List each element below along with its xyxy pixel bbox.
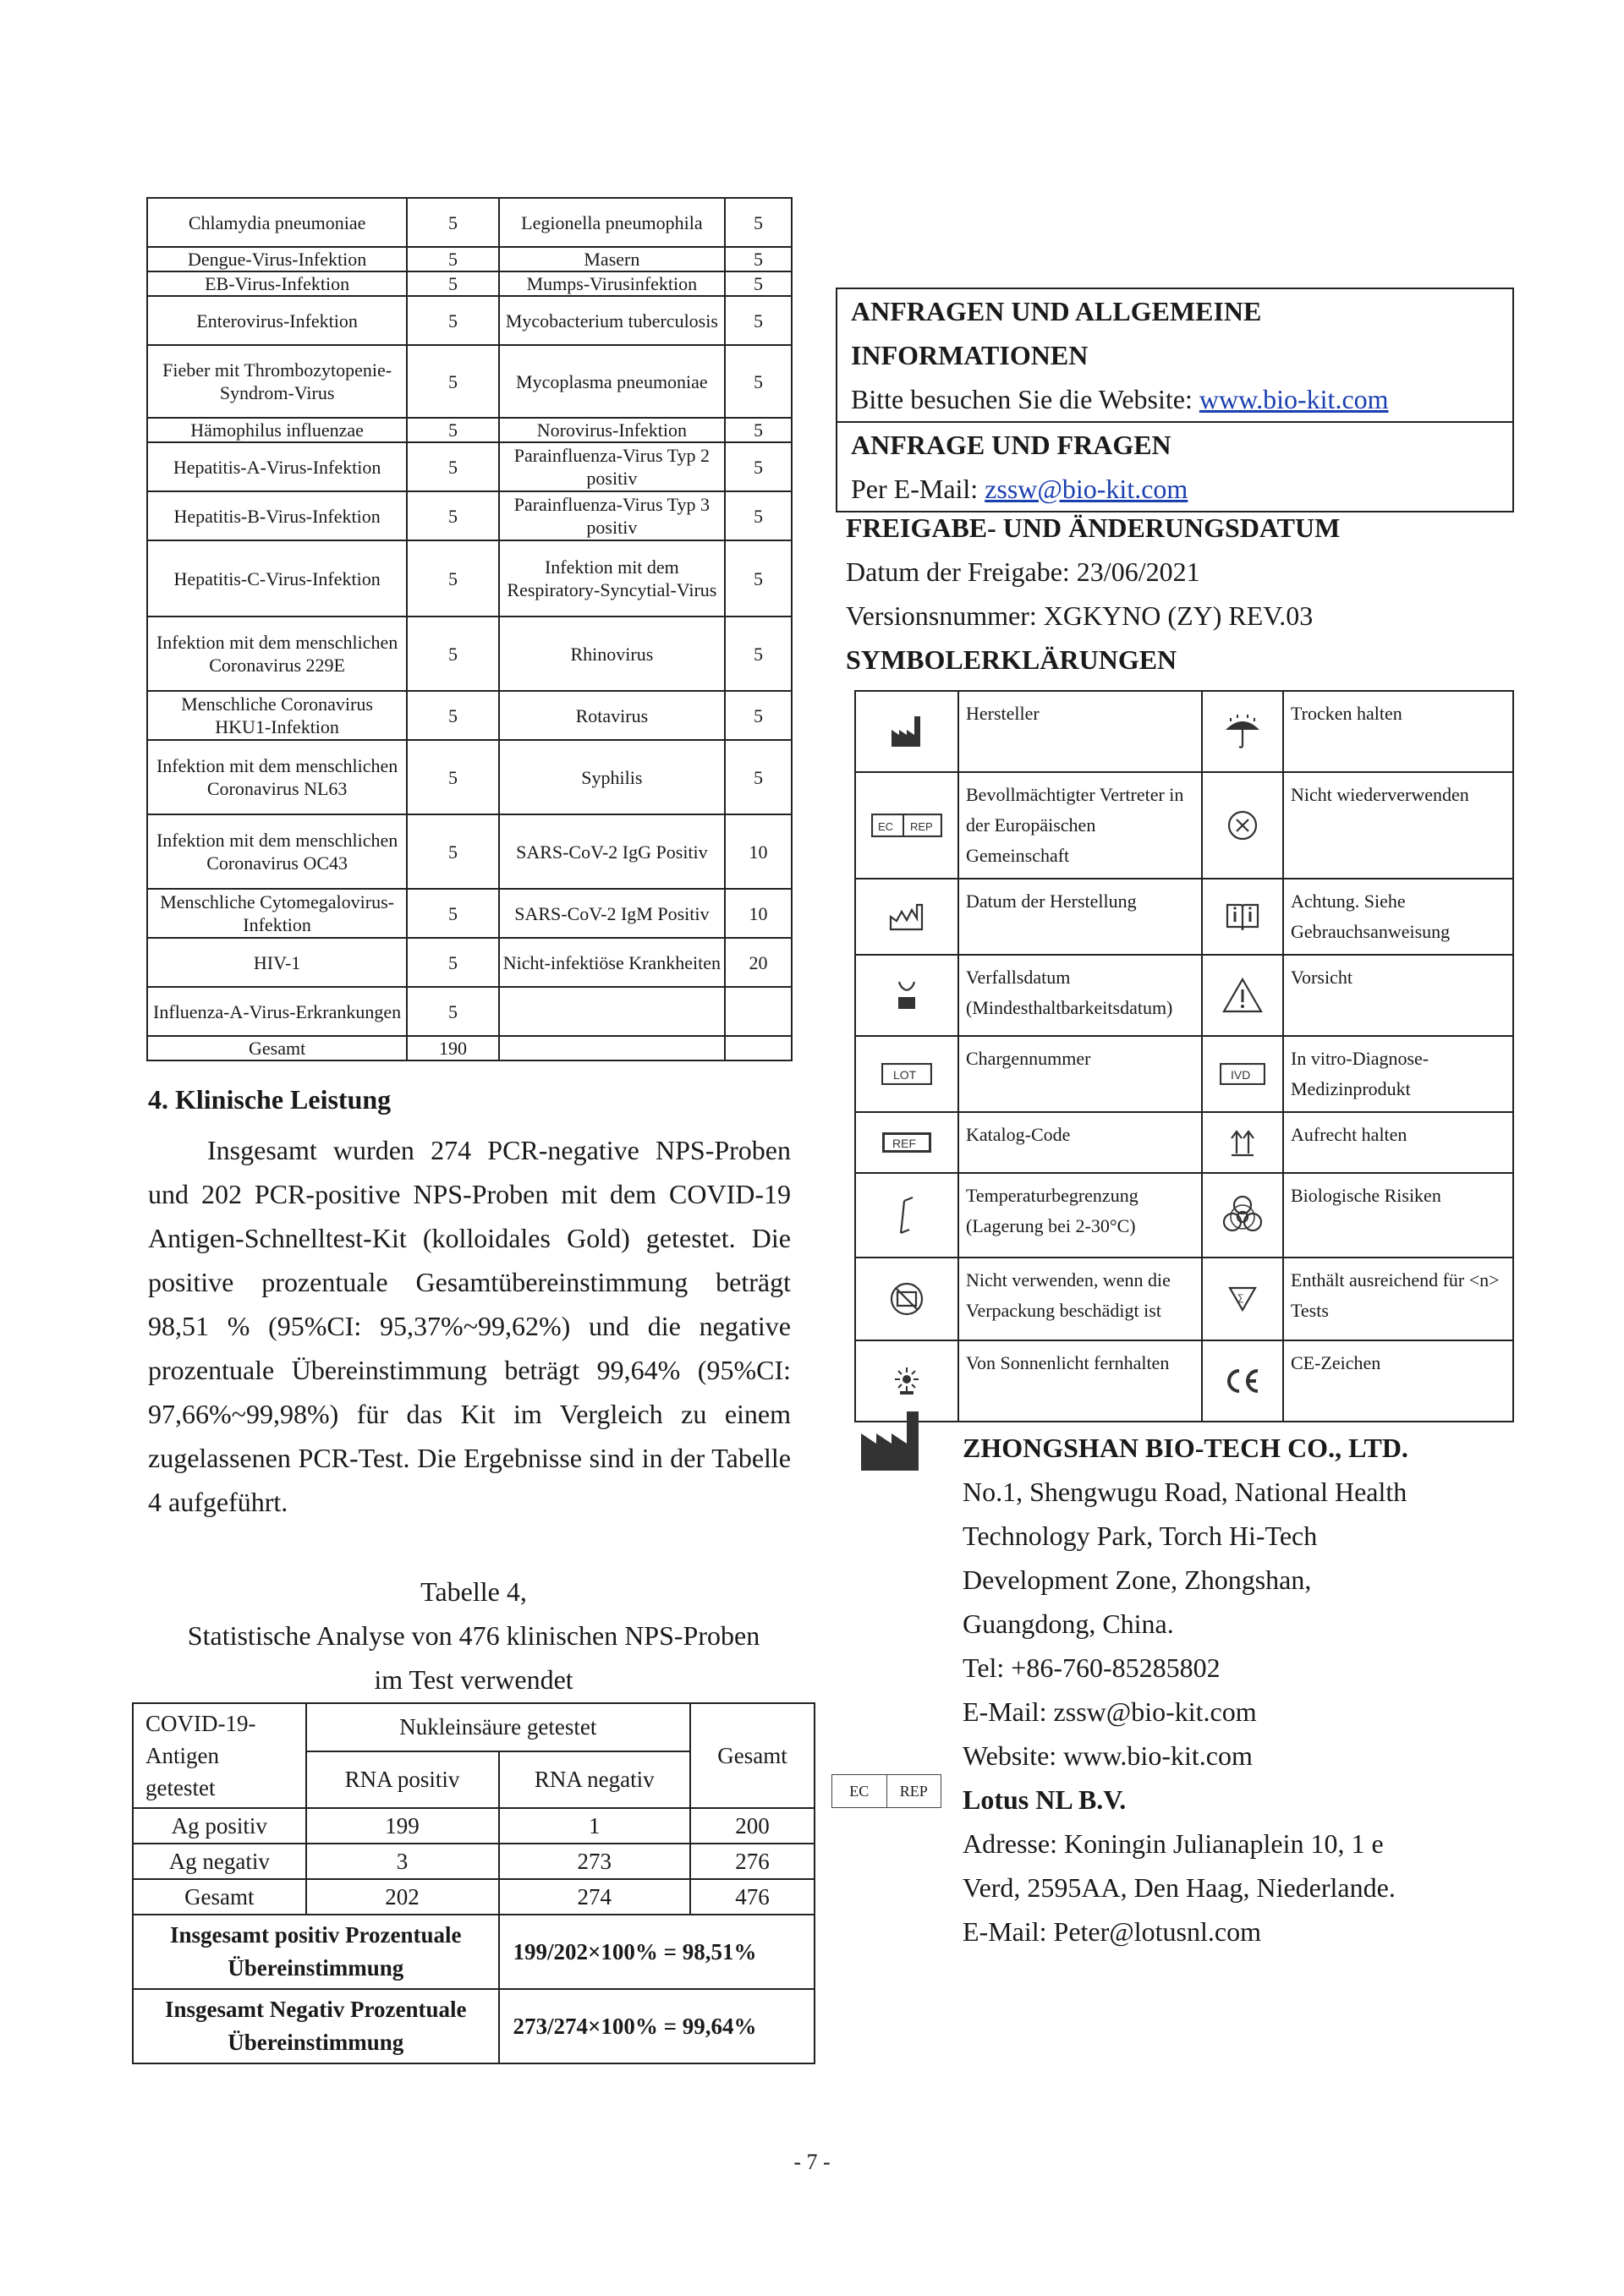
table-row: [133, 1879, 815, 1915]
total-header: Gesamt: [690, 1703, 815, 1808]
count-cell: 5: [725, 540, 792, 616]
table-row: [133, 1844, 815, 1879]
ivd-icon: [1202, 1036, 1283, 1112]
keep-dry-icon: [1202, 691, 1283, 772]
count-cell: 5: [725, 198, 792, 247]
pathogen-cell: Dengue-Virus-Infektion: [147, 247, 407, 271]
release-section: [846, 506, 1340, 682]
count-cell: 10: [725, 814, 792, 889]
manufacturer-icon: [858, 1406, 925, 1478]
table-row: [147, 296, 792, 345]
pathogen-cell: Enterovirus-Infektion: [147, 296, 407, 345]
pathogen-cell: [499, 1036, 725, 1060]
do-not-reuse-icon: [1202, 772, 1283, 879]
ce-mark-icon: [1202, 1340, 1283, 1422]
info-box: [836, 288, 1514, 512]
pathogen-cell: Masern: [499, 247, 725, 271]
svg-text:EC: EC: [878, 820, 894, 833]
symbol-row: [855, 691, 1513, 772]
count-cell: 5: [407, 889, 499, 938]
caption-line-1: Tabelle 4,: [420, 1576, 527, 1607]
pathogen-cell: Gesamt: [147, 1036, 407, 1060]
email-link[interactable]: zssw@bio-kit.com: [985, 474, 1188, 504]
summary-positive-value: 199/202×100% = 98,51%: [499, 1915, 815, 1989]
pathogen-cell: Rotavirus: [499, 691, 725, 740]
ec-rep-icon: [855, 772, 958, 879]
count-cell: [725, 1036, 792, 1060]
count-cell: 5: [407, 418, 499, 442]
rna-positive-cell: 199: [306, 1808, 499, 1844]
table-row: [147, 418, 792, 442]
manufacturer-address: Technology Park, Torch Hi-Tech: [963, 1521, 1318, 1551]
count-cell: 5: [725, 271, 792, 296]
pathogen-cell: Hämophilus influenzae: [147, 418, 407, 442]
svg-text:REP: REP: [910, 820, 933, 833]
group-header: Nukleinsäure getestet: [306, 1703, 690, 1751]
caption-line-3: im Test verwendet: [374, 1664, 573, 1695]
table-row: [147, 616, 792, 691]
count-cell: 5: [725, 418, 792, 442]
rna-negative-cell: 273: [499, 1844, 690, 1879]
summary-negative-label: Insgesamt Negativ Prozentuale Übereinstimmung: [133, 1989, 499, 2063]
count-cell: 5: [407, 491, 499, 540]
rna-negative-header: RNA negativ: [499, 1751, 690, 1808]
release-heading: FREIGABE- UND ÄNDERUNGSDATUM: [846, 512, 1341, 543]
symbol-description: Chargennummer: [958, 1036, 1202, 1112]
svg-text:REF: REF: [892, 1137, 916, 1150]
count-cell: 5: [407, 691, 499, 740]
this-way-up-icon: [1202, 1112, 1283, 1173]
release-date: Datum der Freigabe: 23/06/2021: [846, 556, 1200, 587]
ec-label: EC: [832, 1775, 887, 1807]
table-row: [147, 987, 792, 1036]
date-of-manufacture-icon: [855, 879, 958, 955]
contains-tests-icon: [1202, 1258, 1283, 1340]
symbol-row: [855, 1173, 1513, 1258]
pathogen-cell: Nicht-infektiöse Krankheiten: [499, 938, 725, 987]
biohazard-icon: [1202, 1173, 1283, 1258]
manufacturer-icon: [855, 691, 958, 772]
count-cell: 5: [725, 491, 792, 540]
count-cell: 5: [725, 296, 792, 345]
rna-positive-cell: 3: [306, 1844, 499, 1879]
website-link[interactable]: www.bio-kit.com: [1199, 384, 1389, 414]
symbol-row: [855, 1340, 1513, 1422]
pathogen-cell: Parainfluenza-Virus Typ 3 positiv: [499, 491, 725, 540]
count-cell: 5: [407, 540, 499, 616]
ref-icon: [855, 1112, 958, 1173]
symbol-description: Biologische Risiken: [1283, 1173, 1513, 1258]
pathogen-cell: Menschliche Cytomegalovirus-Infektion: [147, 889, 407, 938]
symbol-description: Bevollmächtigter Vertreter in der Europäischen Gemeinschaft: [958, 772, 1202, 879]
pathogen-cell: Hepatitis-B-Virus-Infektion: [147, 491, 407, 540]
section-heading: 4. Klinische Leistung: [148, 1084, 392, 1115]
pathogen-cell: Syphilis: [499, 740, 725, 814]
count-cell: 5: [407, 296, 499, 345]
pathogen-cell: Mycoplasma pneumoniae: [499, 345, 725, 418]
svg-text:∑: ∑: [1237, 1293, 1244, 1303]
pathogen-cell: Infektion mit dem Respiratory-Syncytial-Virus: [499, 540, 725, 616]
manufacturer-email: E-Mail: zssw@bio-kit.com: [963, 1696, 1257, 1727]
table-row: [147, 938, 792, 987]
svg-text:LOT: LOT: [893, 1068, 917, 1082]
symbol-row: [855, 772, 1513, 879]
consult-instructions-icon: [1202, 879, 1283, 955]
paragraph-text: Insgesamt wurden 274 PCR-negative NPS-Proben und 202 PCR-positive NPS-Proben mit dem COVID-19 Antigen-Schnelltest-Kit (kolloidales Gold) getestet. Die positive prozentuale Gesamtübereinstimmung beträgt 98,51 % (95%CI: 95,37%~99,62%) und die negative prozentuale Übereinstimmung beträgt 99,64% (95%CI: 97,66%~99,98%) für das Kit im Vergleich zu einem zugelassenen PCR-Test. Die Ergebnisse sind in der Tabelle 4 aufgeführt.: [148, 1135, 791, 1517]
count-cell: 5: [407, 938, 499, 987]
table-row: [147, 1036, 792, 1060]
ec-rep-email: E-Mail: Peter@lotusnl.com: [963, 1916, 1261, 1947]
symbols-table: [854, 690, 1514, 1422]
info-heading: ANFRAGEN UND ALLGEMEINE INFORMATIONEN: [851, 296, 1262, 370]
pathogen-cell: [499, 987, 725, 1036]
count-cell: 5: [725, 247, 792, 271]
table-row: [133, 1808, 815, 1844]
symbol-row: [855, 1036, 1513, 1112]
page-number: - 7 -: [793, 2150, 831, 2174]
count-cell: [725, 987, 792, 1036]
pathogen-cell: Infektion mit dem menschlichen Coronavirus NL63: [147, 740, 407, 814]
table-row: [147, 691, 792, 740]
total-cell: 200: [690, 1808, 815, 1844]
total-cell: 276: [690, 1844, 815, 1879]
count-cell: 5: [725, 691, 792, 740]
row-label: Gesamt: [133, 1879, 306, 1915]
symbol-description: Hersteller: [958, 691, 1202, 772]
row-label: Ag positiv: [133, 1808, 306, 1844]
symbols-heading: SYMBOLERKLÄRUNGEN: [846, 644, 1177, 675]
corner-header: COVID-19-Antigen getestet: [133, 1703, 306, 1808]
pathogen-cell: Parainfluenza-Virus Typ 2 positiv: [499, 442, 725, 491]
symbol-description: Aufrecht halten: [1283, 1112, 1513, 1173]
manufacturer-website: Website: www.bio-kit.com: [963, 1740, 1253, 1771]
pathogen-cell: Legionella pneumophila: [499, 198, 725, 247]
table-row: [147, 345, 792, 418]
pathogen-cell: Menschliche Coronavirus HKU1-Infektion: [147, 691, 407, 740]
pathogen-cell: Norovirus-Infektion: [499, 418, 725, 442]
symbol-row: [855, 1112, 1513, 1173]
pathogen-cell: SARS-CoV-2 IgG Positiv: [499, 814, 725, 889]
manufacturer-name: ZHONGSHAN BIO-TECH CO., LTD.: [963, 1433, 1408, 1463]
website-label: Bitte besuchen Sie die Website:: [851, 384, 1199, 414]
symbol-description: Von Sonnenlicht fernhalten: [958, 1340, 1202, 1422]
pathogen-cell: EB-Virus-Infektion: [147, 271, 407, 296]
pathogen-cell: HIV-1: [147, 938, 407, 987]
symbol-description: Nicht verwenden, wenn die Verpackung beschädigt ist: [958, 1258, 1202, 1340]
row-label: Ag negativ: [133, 1844, 306, 1879]
ec-rep-address: Verd, 2595AA, Den Haag, Niederlande.: [963, 1872, 1396, 1903]
symbol-row: [855, 955, 1513, 1036]
expiry-date-icon: [855, 955, 958, 1036]
count-cell: 5: [407, 616, 499, 691]
symbol-row: [855, 879, 1513, 955]
rna-negative-cell: 274: [499, 1879, 690, 1915]
count-cell: 5: [407, 247, 499, 271]
manufacturer-block: [963, 1426, 1408, 1954]
do-not-use-damaged-icon: [855, 1258, 958, 1340]
rep-label: REP: [899, 1782, 928, 1800]
clinical-performance-paragraph: [148, 1128, 791, 1524]
table-row: [147, 442, 792, 491]
symbol-description: Verfallsdatum (Mindesthaltbarkeitsdatum): [958, 955, 1202, 1036]
table-row: [147, 889, 792, 938]
count-cell: 5: [407, 271, 499, 296]
manufacturer-address: Development Zone, Zhongshan,: [963, 1564, 1312, 1595]
table-row: [147, 814, 792, 889]
pathogen-cell: Rhinovirus: [499, 616, 725, 691]
symbol-description: In vitro-Diagnose-Medizinprodukt: [1283, 1036, 1513, 1112]
symbol-description: Vorsicht: [1283, 955, 1513, 1036]
symbol-description: Temperaturbegrenzung (Lagerung bei 2-30°C): [958, 1173, 1202, 1258]
pathogen-cell: Hepatitis-A-Virus-Infektion: [147, 442, 407, 491]
rna-positive-header: RNA positiv: [306, 1751, 499, 1808]
version-number: Versionsnummer: XGKYNO (ZY) REV.03: [846, 600, 1314, 631]
rna-positive-cell: 202: [306, 1879, 499, 1915]
temperature-limit-icon: [855, 1173, 958, 1258]
total-cell: 476: [690, 1879, 815, 1915]
pathogen-cell: SARS-CoV-2 IgM Positiv: [499, 889, 725, 938]
rna-negative-cell: 1: [499, 1808, 690, 1844]
table-row: [147, 740, 792, 814]
table-row: [147, 198, 792, 247]
caution-icon: [1202, 955, 1283, 1036]
pathogen-cell: Influenza-A-Virus-Erkrankungen: [147, 987, 407, 1036]
pathogen-cell: Infektion mit dem menschlichen Coronavirus 229E: [147, 616, 407, 691]
ec-rep-name: Lotus NL B.V.: [963, 1784, 1127, 1815]
website-line: [837, 377, 1512, 421]
count-cell: 5: [725, 345, 792, 418]
manufacturer-address: No.1, Shengwugu Road, National Health: [963, 1477, 1407, 1507]
count-cell: 5: [407, 442, 499, 491]
manufacturer-address: Guangdong, China.: [963, 1608, 1174, 1639]
caption-line-2: Statistische Analyse von 476 klinischen NPS-Proben: [187, 1620, 760, 1651]
symbol-description: Achtung. Siehe Gebrauchsanweisung: [1283, 879, 1513, 955]
table-caption: [132, 1570, 815, 1701]
count-cell: 10: [725, 889, 792, 938]
count-cell: 5: [407, 814, 499, 889]
summary-negative-value: 273/274×100% = 99,64%: [499, 1989, 815, 2063]
count-cell: 5: [407, 987, 499, 1036]
pathogen-cell: Chlamydia pneumoniae: [147, 198, 407, 247]
manufacturer-tel: Tel: +86-760-85285802: [963, 1652, 1221, 1683]
symbol-description: CE-Zeichen: [1283, 1340, 1513, 1422]
lot-icon: [855, 1036, 958, 1112]
interference-table: [146, 197, 793, 1061]
symbol-description: Nicht wiederverwenden: [1283, 772, 1513, 879]
svg-text:IVD: IVD: [1231, 1068, 1251, 1082]
statistics-table: [132, 1702, 815, 2064]
table-row: [147, 247, 792, 271]
pathogen-cell: Fieber mit Thrombozytopenie-Syndrom-Virus: [147, 345, 407, 418]
pathogen-cell: Mumps-Virusinfektion: [499, 271, 725, 296]
count-cell: 5: [407, 345, 499, 418]
ec-rep-icon: [831, 1774, 941, 1808]
symbol-description: Trocken halten: [1283, 691, 1513, 772]
summary-positive-label: Insgesamt positiv Prozentuale Übereinstimmung: [133, 1915, 499, 1989]
count-cell: 20: [725, 938, 792, 987]
symbol-row: [855, 1258, 1513, 1340]
symbol-description: Enthält ausreichend für <n> Tests: [1283, 1258, 1513, 1340]
pathogen-cell: Hepatitis-C-Virus-Infektion: [147, 540, 407, 616]
count-cell: 5: [725, 616, 792, 691]
count-cell: 5: [725, 442, 792, 491]
pathogen-cell: Infektion mit dem menschlichen Coronavirus OC43: [147, 814, 407, 889]
email-label: Per E-Mail:: [851, 474, 985, 504]
ec-rep-address: Adresse: Koningin Julianaplein 10, 1 e: [963, 1828, 1384, 1859]
count-cell: 5: [407, 198, 499, 247]
table-row: [147, 491, 792, 540]
count-cell: 5: [725, 740, 792, 814]
table-row: [147, 540, 792, 616]
table-row: [147, 271, 792, 296]
pathogen-cell: Mycobacterium tuberculosis: [499, 296, 725, 345]
email-line: [837, 467, 1512, 511]
count-cell: 190: [407, 1036, 499, 1060]
count-cell: 5: [407, 740, 499, 814]
symbol-description: Katalog-Code: [958, 1112, 1202, 1173]
symbol-description: Datum der Herstellung: [958, 879, 1202, 955]
inquiry-heading: ANFRAGE UND FRAGEN: [837, 421, 1512, 467]
